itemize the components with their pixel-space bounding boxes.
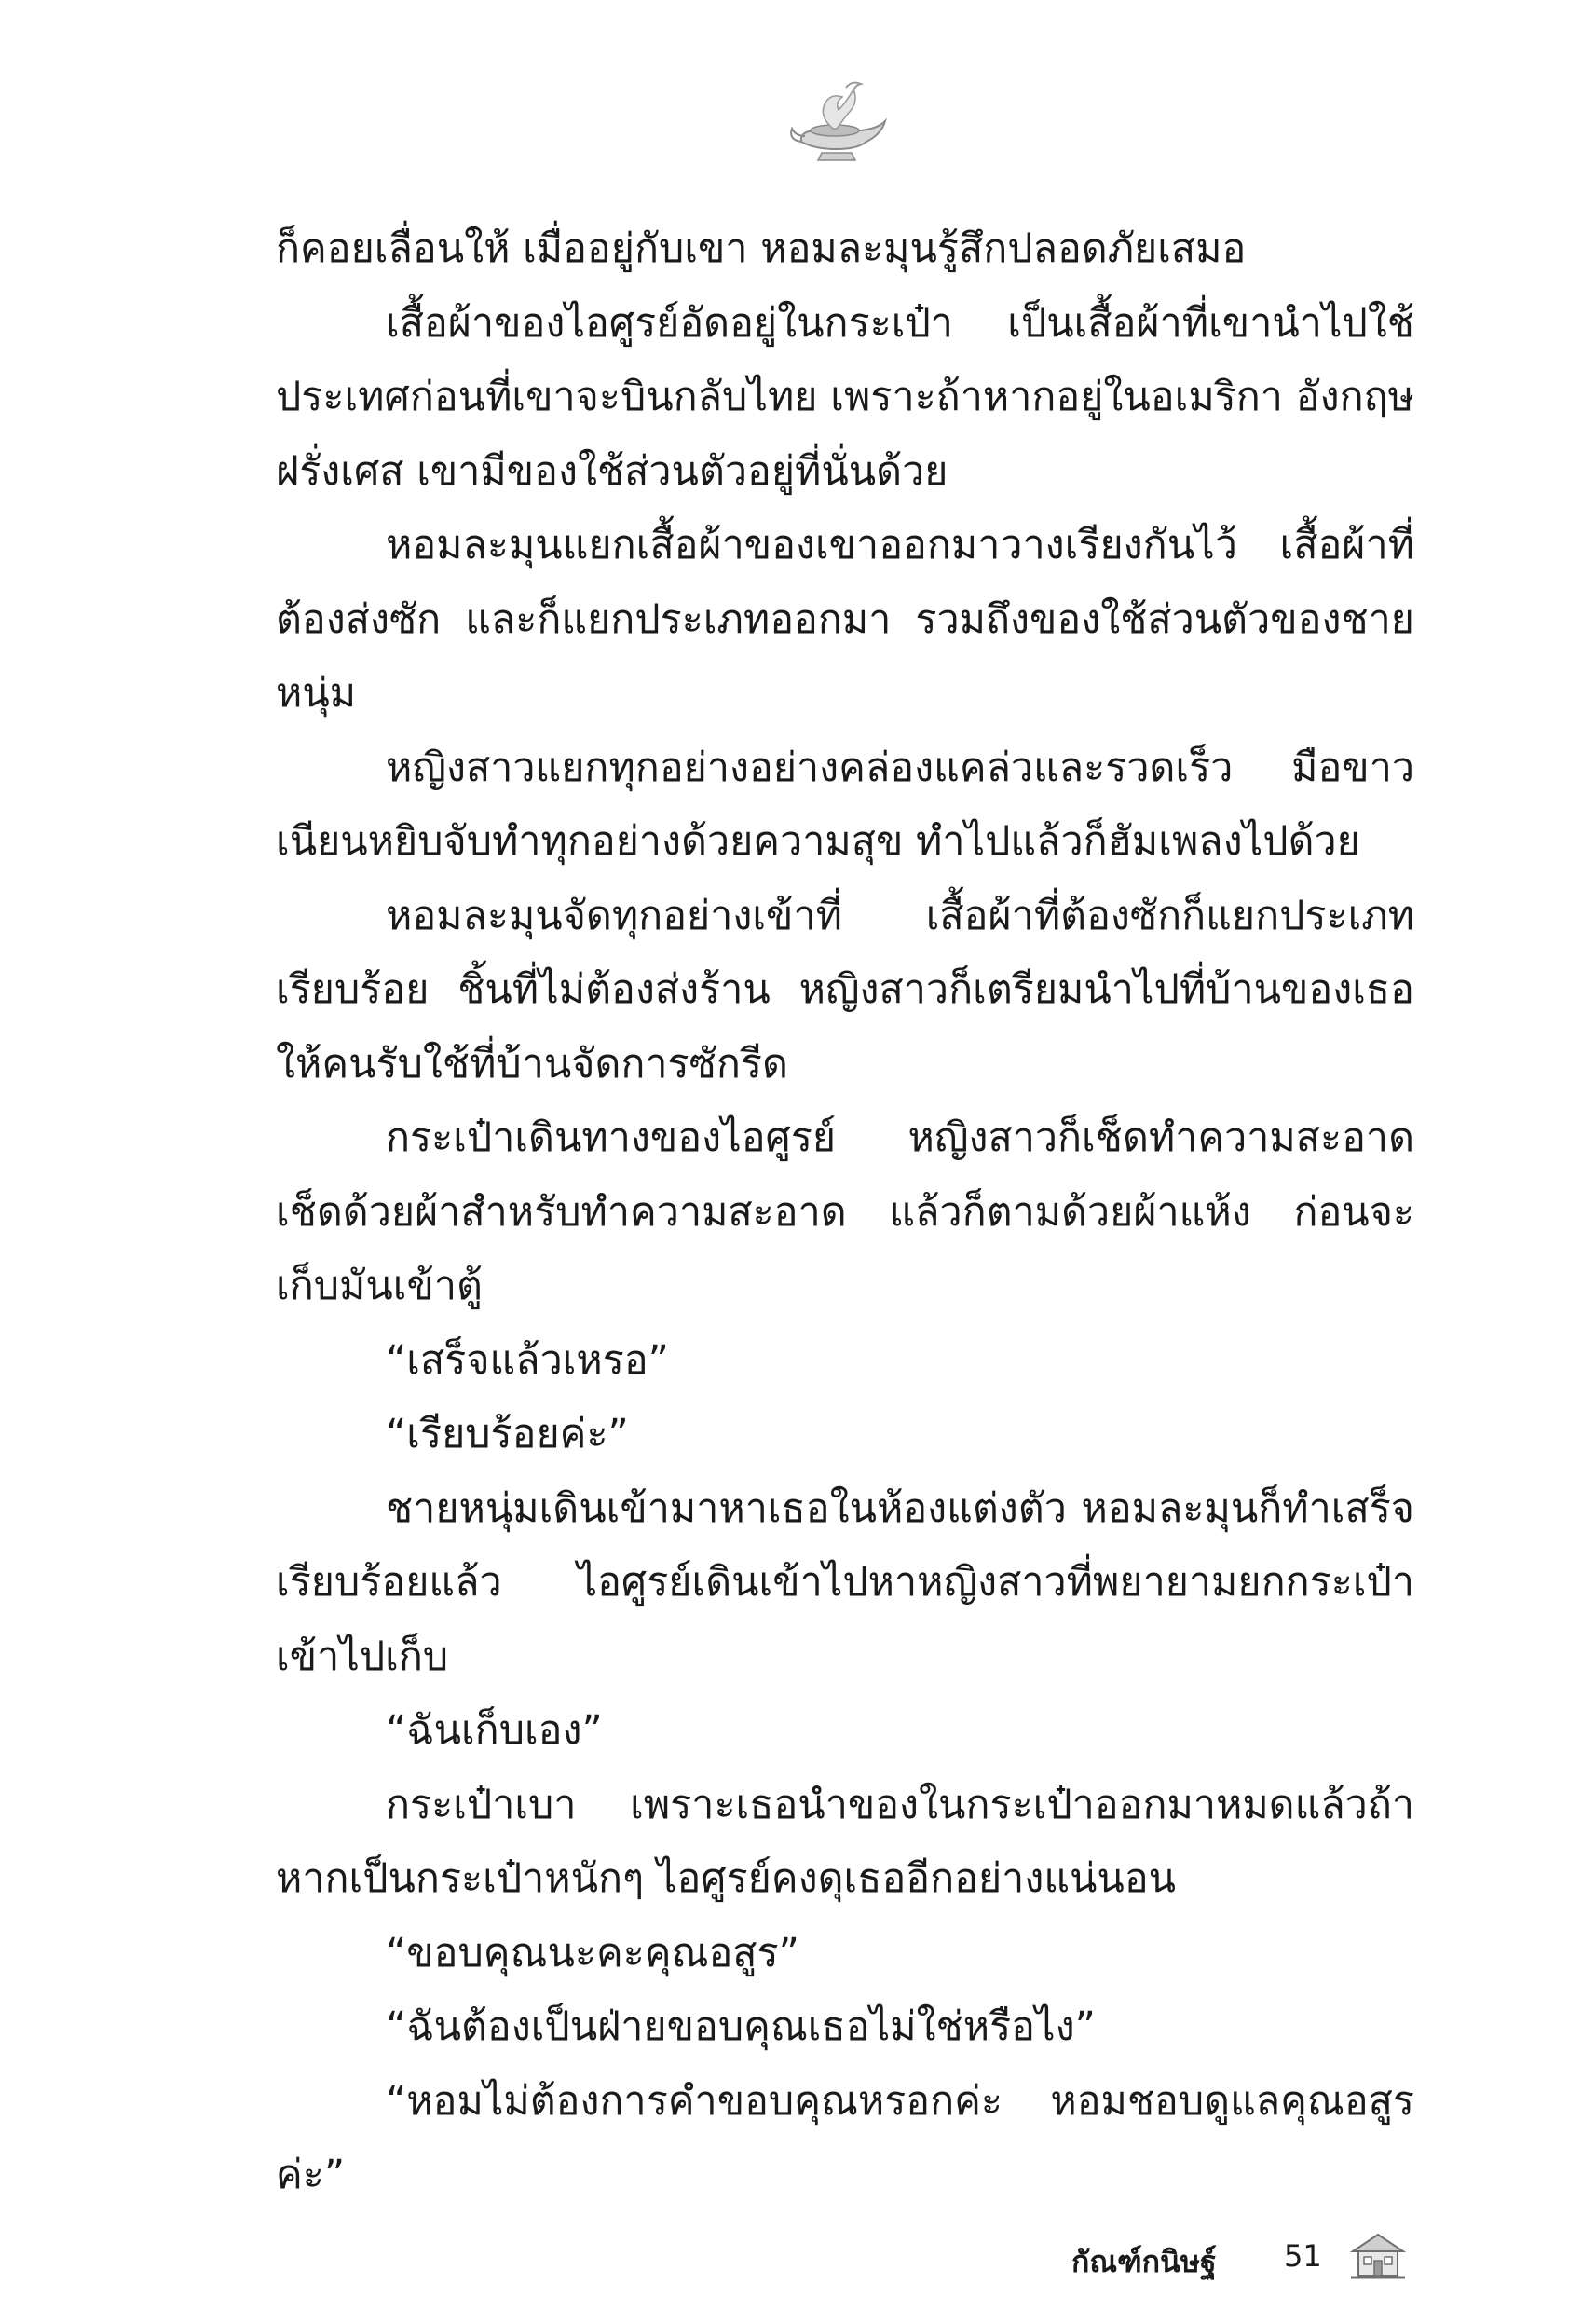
paragraph: หญิงสาวแยกทุกอย่างอย่างคล่องแคล่วและรวดเร็ว มือขาวเนียนหยิบจับทำทุกอย่างด้วยความสุข ทำไปแล้วก็ฮัมเพลงไปด้วย	[276, 744, 1414, 865]
page-footer	[1071, 2229, 1425, 2285]
paragraph: หอมละมุนแยกเสื้อผ้าของเขาออกมาวางเรียงกันไว้ เสื้อผ้าที่ต้องส่งซัก และก็แยกประเภทออกมา รวมถึงของใช้ส่วนตัวของชายหนุ่ม	[276, 522, 1414, 717]
dialogue-line: “หอมไม่ต้องการคำขอบคุณหรอกค่ะ หอมชอบดูแลคุณอสูรค่ะ”	[276, 2077, 1414, 2198]
dialogue-line: “ขอบคุณนะคะคุณอสูร”	[386, 1929, 799, 1976]
house-icon	[1349, 2231, 1407, 2281]
paragraph: กระเป๋าเบา เพราะเธอนำของในกระเป๋าออกมาหมดแล้วถ้าหากเป็นกระเป๋าหนักๆ ไอศูรย์คงดุเธออีกอย่างแน่นอน	[276, 1781, 1414, 1902]
genie-lamp-icon	[781, 75, 893, 168]
story-text	[276, 212, 1414, 2213]
paragraph: ชายหนุ่มเดินเข้ามาหาเธอในห้องแต่งตัว หอมละมุนก็ทำเสร็จเรียบร้อยแล้ว ไอศูรย์เดินเข้าไปหาหญิงสาวที่พยายามยกกระเป๋าเข้าไปเก็บ	[276, 1484, 1414, 1680]
dialogue-line: “ฉันเก็บเอง”	[386, 1707, 603, 1754]
paragraph: ก็คอยเลื่อนให้ เมื่ออยู่กับเขา หอมละมุนรู้สึกปลอดภัยเสมอ	[276, 226, 1247, 272]
book-title: กัณฑ์กนิษฐ์	[1071, 2244, 1217, 2279]
paragraph: กระเป๋าเดินทางของไอศูรย์ หญิงสาวก็เช็ดทำความสะอาดเช็ดด้วยผ้าสำหรับทำความสะอาด แล้วก็ตามด้วยผ้าแห้ง ก่อนจะเก็บมันเข้าตู้	[276, 1114, 1414, 1309]
paragraph: หอมละมุนจัดทุกอย่างเข้าที่ เสื้อผ้าที่ต้องซักก็แยกประเภทเรียบร้อย ชิ้นที่ไม่ต้องส่งร้าน หญิงสาวก็เตรียมนำไปที่บ้านของเธอให้คนรับใช้ที่บ้านจัดการซักรีด	[276, 892, 1414, 1087]
paragraph: เสื้อผ้าของไอศูรย์อัดอยู่ในกระเป๋า เป็นเสื้อผ้าที่เขานำไปใช้ประเทศก่อนที่เขาจะบินกลับไทย เพราะถ้าหากอยู่ในอเมริกา อังกฤษฝรั่งเศส เขามีของใช้ส่วนตัวอยู่ที่นั่นด้วย	[276, 299, 1414, 495]
dialogue-line: “เรียบร้อยค่ะ”	[386, 1411, 629, 1457]
dialogue-line: “ฉันต้องเป็นฝ่ายขอบคุณเธอไม่ใช่หรือไง”	[386, 2003, 1096, 2050]
page-number: 51	[1284, 2238, 1322, 2274]
dialogue-line: “เสร็จแล้วเหรอ”	[386, 1336, 669, 1384]
